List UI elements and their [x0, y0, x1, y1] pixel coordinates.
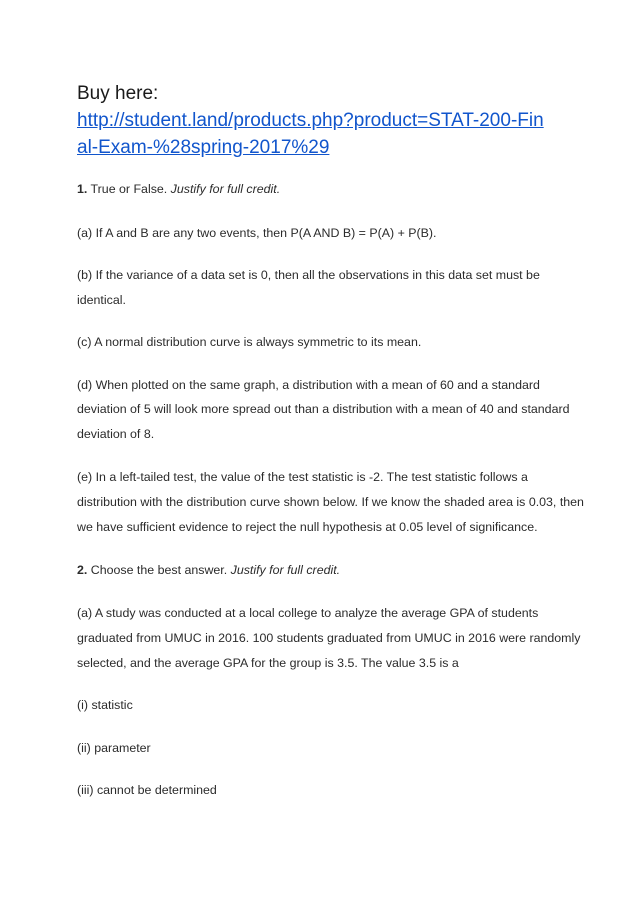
question-2-number: 2. — [77, 563, 88, 577]
product-link-continued[interactable]: al-Exam-%28spring-2017%29 — [77, 137, 330, 158]
question-1b-line-1: (b) If the variance of a data set is 0, then all the observations in this data set must be — [77, 268, 540, 282]
question-1-number: 1. — [77, 182, 88, 196]
question-2a-line-3: selected, and the average GPA for the group is 3.5. The value 3.5 is a — [77, 656, 459, 670]
product-link[interactable]: http://student.land/products.php?product=STAT-200-Fin — [77, 110, 544, 131]
question-1b-line-2: identical. — [77, 293, 126, 307]
question-1-heading — [77, 181, 280, 198]
question-2a-option-ii: (ii) parameter — [77, 741, 151, 755]
question-2-heading — [77, 562, 340, 579]
buy-here-label: Buy here: — [77, 83, 159, 104]
question-2a-option-iii: (iii) cannot be determined — [77, 783, 217, 797]
question-1d-line-2: deviation of 5 will look more spread out than a distribution with a mean of 40 and standard — [77, 402, 570, 416]
question-1-prompt: True or False. — [87, 182, 171, 196]
question-2a-line-2: graduated from UMUC in 2016. 100 students graduated from UMUC in 2016 were randomly — [77, 631, 581, 645]
question-2a-line-1: (a) A study was conducted at a local college to analyze the average GPA of students — [77, 606, 539, 620]
question-1c: (c) A normal distribution curve is always symmetric to its mean. — [77, 335, 422, 349]
question-1e-line-3: we have sufficient evidence to reject the null hypothesis at 0.05 level of significance. — [77, 520, 538, 534]
question-2-prompt: Choose the best answer. — [87, 563, 231, 577]
question-1e-line-2: distribution with the distribution curve shown below. If we know the shaded area is 0.03, then — [77, 495, 584, 509]
question-1e-line-1: (e) In a left-tailed test, the value of the test statistic is -2. The test statistic follows a — [77, 470, 528, 484]
question-2a-option-i: (i) statistic — [77, 698, 133, 712]
question-1-instruction: Justify for full credit. — [170, 182, 281, 196]
question-1d-line-3: deviation of 8. — [77, 427, 155, 441]
question-1d-line-1: (d) When plotted on the same graph, a distribution with a mean of 60 and a standard — [77, 378, 540, 392]
question-2-instruction: Justify for full credit. — [230, 563, 341, 577]
question-1a: (a) If A and B are any two events, then P(A AND B) = P(A) + P(B). — [77, 226, 437, 240]
